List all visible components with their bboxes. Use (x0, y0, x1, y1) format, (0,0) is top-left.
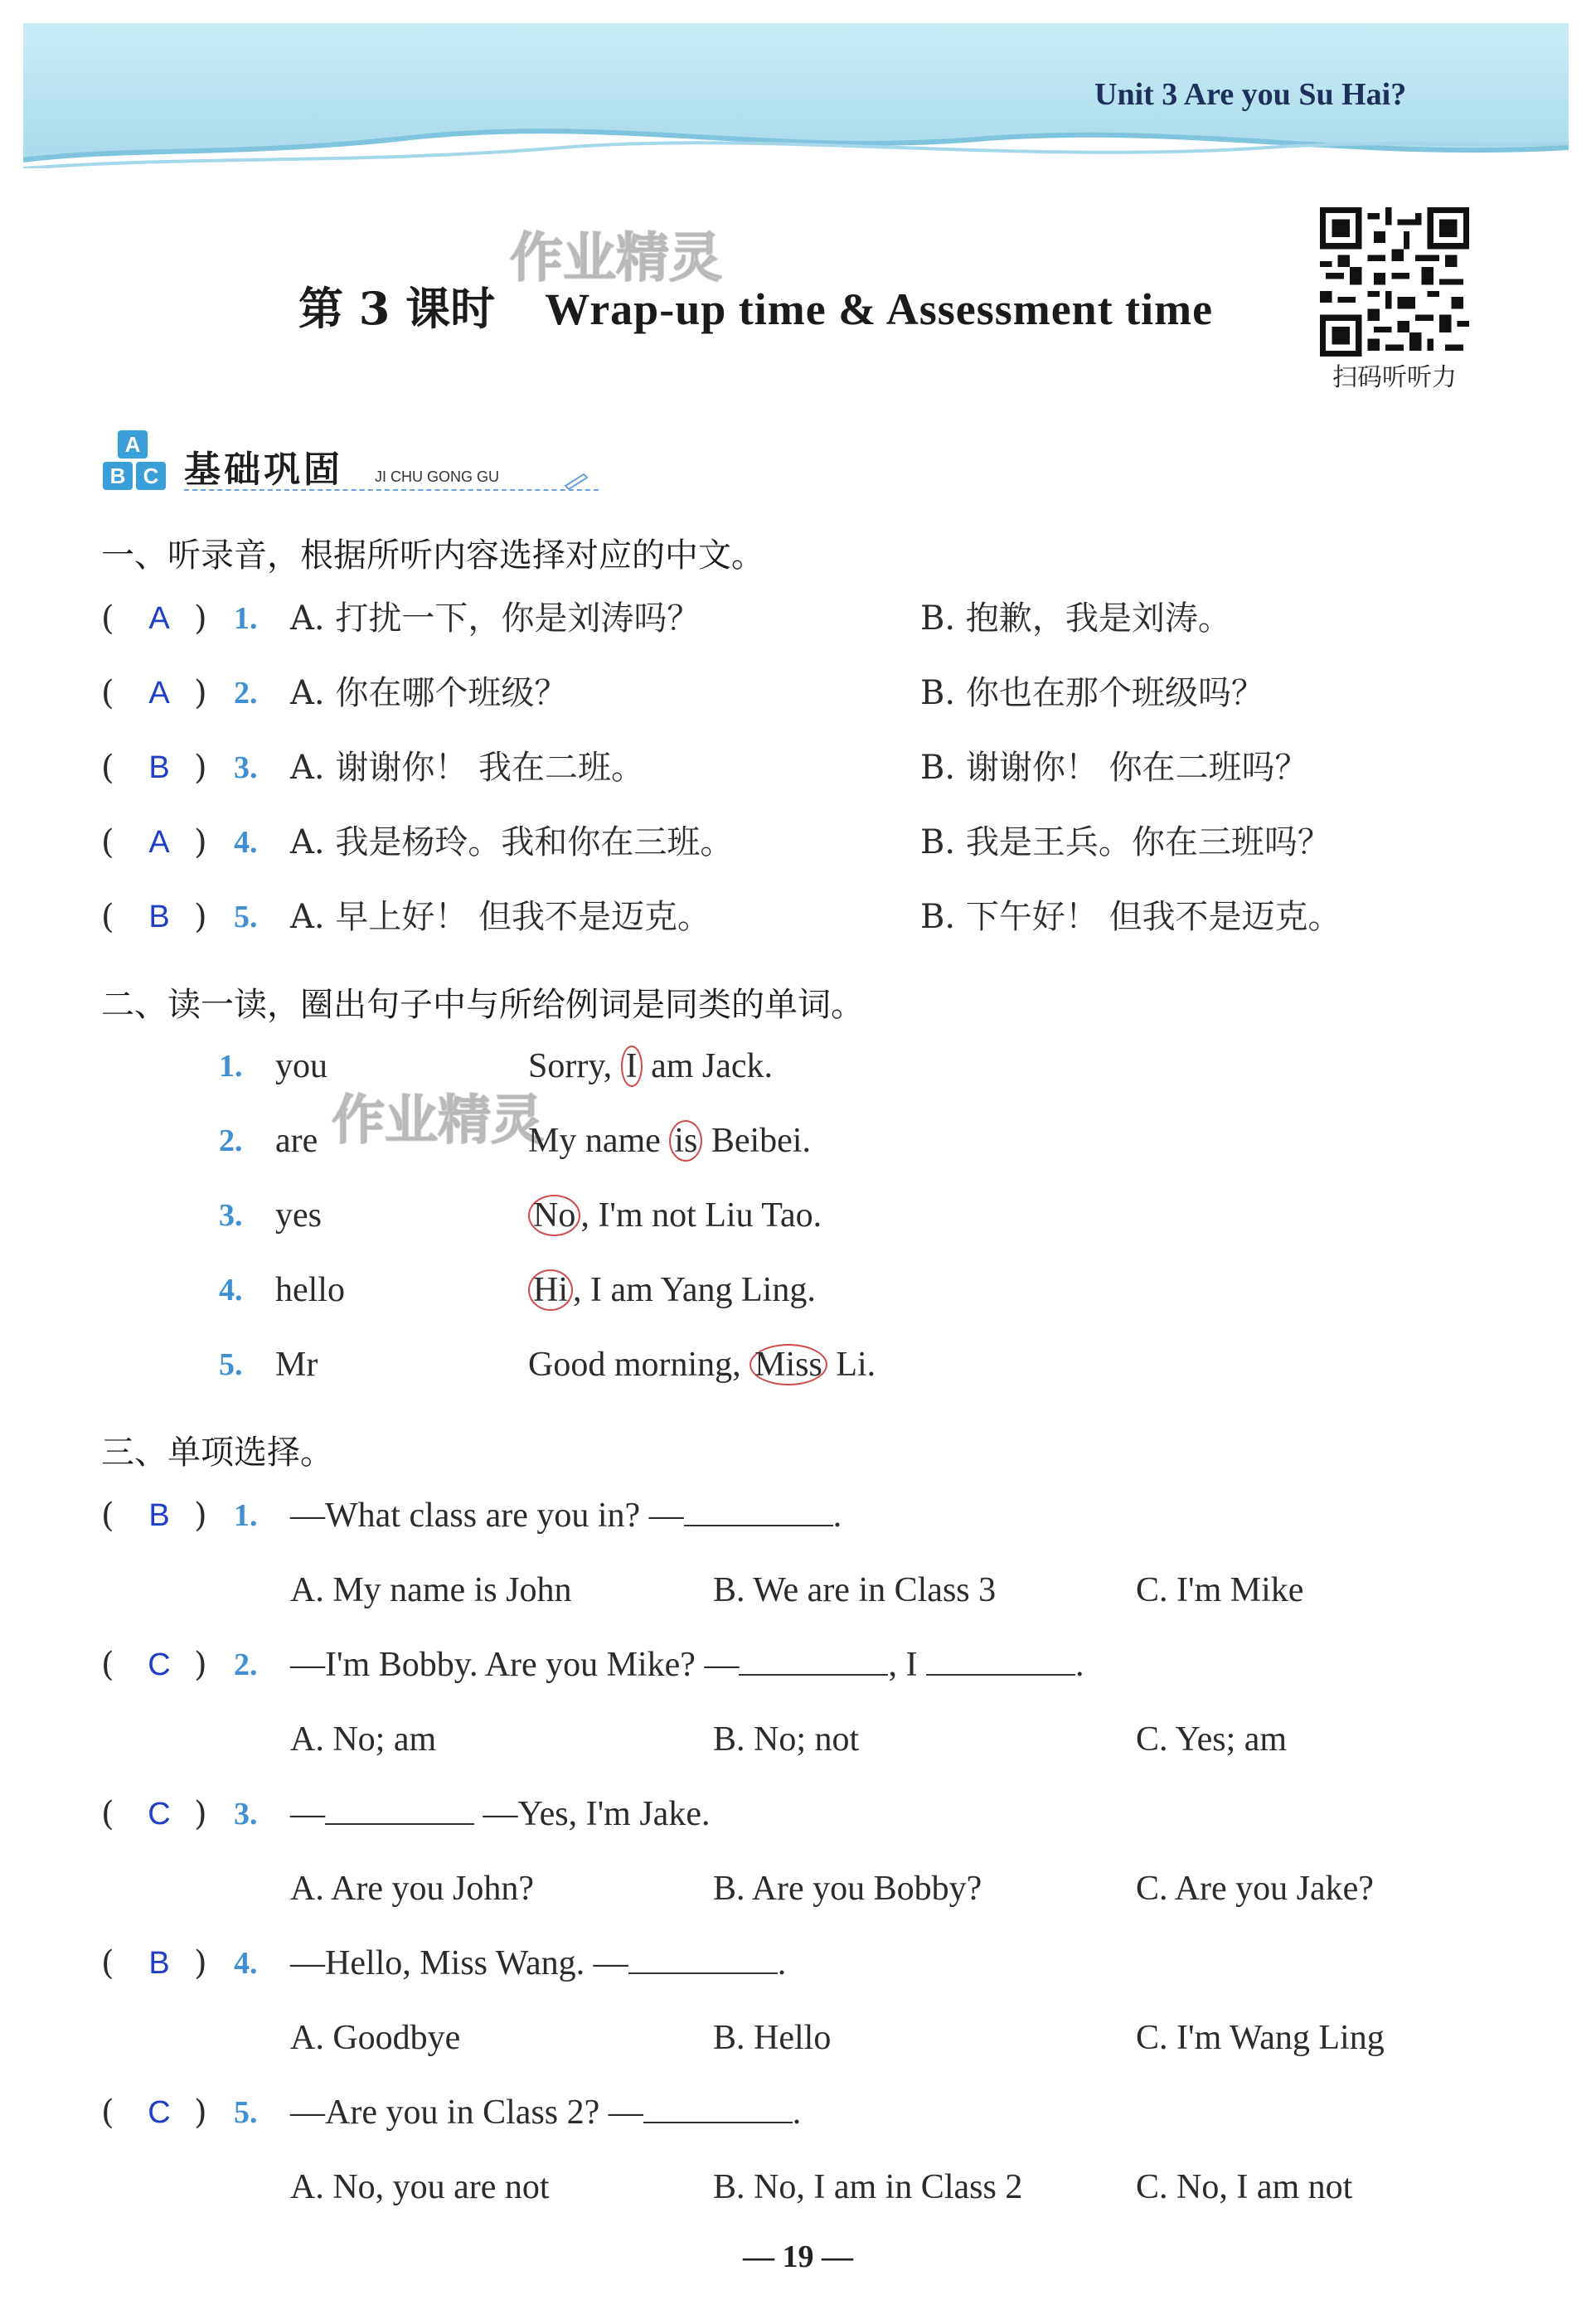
stem-start: —I'm Bobby. Are you Mike? — (290, 1646, 740, 1684)
stem-end: . (1075, 1646, 1084, 1684)
close-paren: ) (194, 599, 207, 638)
question-row (101, 1191, 1511, 1240)
answer-mark: B (148, 1498, 170, 1533)
answer-mark: A (148, 825, 170, 860)
options-row (101, 2162, 1511, 2212)
question-stem (290, 1491, 842, 1540)
question-number: 5. (234, 900, 258, 934)
option-b: B. Are you Bobby? (713, 1870, 982, 1908)
sentence-suffix: Li. (827, 1346, 876, 1384)
question-row (101, 743, 1511, 793)
section-divider (184, 489, 599, 491)
option-b: B. No; not (713, 1720, 860, 1759)
close-paren: ) (194, 749, 207, 787)
sentence (528, 1340, 876, 1390)
question-number: 3. (219, 1198, 243, 1233)
answer-mark: C (148, 1647, 171, 1682)
options-row (101, 1864, 1511, 1914)
watermark: 作业精灵 (332, 1090, 544, 1152)
open-paren: ( (101, 1646, 114, 1684)
answer-blank (325, 1790, 474, 1825)
part2-heading: 二、读一读，圈出句子中与所给例词是同类的单词。 (101, 986, 864, 1024)
stem-start: —Are you in Class 2? — (290, 2094, 643, 2132)
sentence-suffix: Beibei. (702, 1122, 811, 1160)
unit-title: Unit 3 Are you Su Hai? (1094, 77, 1407, 112)
option-b: B. 抱歉，我是刘涛。 (920, 599, 1231, 638)
answer-blank (643, 2089, 793, 2123)
sentence (528, 1265, 816, 1315)
answer-blank (628, 1939, 778, 1974)
question-stem (290, 1938, 786, 1988)
open-paren: ( (101, 749, 114, 787)
part3-heading: 三、单项选择。 (101, 1434, 333, 1472)
option-a: A. 早上好！ 但我不是迈克。 (290, 898, 711, 936)
question-number: 5. (234, 2095, 258, 2130)
sentence (528, 1116, 811, 1166)
option-b: B. 谢谢你！ 你在二班吗？ (920, 749, 1308, 787)
question-row (101, 1041, 1511, 1091)
lesson-title (298, 274, 1213, 337)
question-row (101, 1640, 1511, 1690)
pencil-icon (564, 471, 592, 489)
question-number: 2. (219, 1123, 243, 1158)
question-row (101, 1265, 1511, 1315)
svg-text:B: B (109, 463, 126, 488)
option-c: C. I'm Mike (1136, 1571, 1304, 1609)
options-row (101, 1565, 1511, 1615)
question-row (101, 1491, 1511, 1540)
part1-heading: 一、听录音，根据所听内容选择对应的中文。 (101, 536, 764, 575)
watermark: 作业精灵 (510, 228, 722, 289)
lesson-title-en: Wrap-up time & Assessment time (545, 284, 1214, 334)
sentence-prefix: Good morning, (528, 1346, 750, 1384)
section-title: 基础巩固 (184, 449, 343, 491)
option-c: C. No, I am not (1136, 2168, 1353, 2206)
question-row (101, 668, 1511, 718)
example-word: you (275, 1047, 327, 1085)
answer-mark: B (148, 900, 170, 934)
question-number: 1. (219, 1049, 243, 1084)
stem-end: . (777, 1944, 787, 1982)
page-number: — 19 — (743, 2239, 853, 2274)
options-row (101, 2013, 1511, 2063)
answer-mark: B (148, 750, 170, 785)
question-number: 1. (234, 1498, 258, 1533)
question-number: 4. (234, 1946, 258, 1981)
section-pinyin: JI CHU GONG GU (375, 468, 500, 485)
circled-word: Miss (749, 1344, 827, 1385)
option-a: A. No; am (290, 1720, 437, 1759)
example-word: hello (275, 1271, 345, 1309)
question-number: 1. (234, 601, 258, 636)
qr-label: 扫码听听力 (1332, 363, 1457, 392)
question-number: 2. (234, 676, 258, 711)
example-word: Mr (275, 1346, 318, 1384)
answer-mark: C (148, 1797, 171, 1832)
stem-start: —What class are you in? — (290, 1497, 684, 1535)
question-stem (290, 1789, 710, 1839)
sentence-suffix: , I am Yang Ling. (573, 1271, 816, 1309)
answer-blank (926, 1641, 1075, 1676)
close-paren: ) (194, 1944, 207, 1982)
answer-mark: B (148, 1946, 170, 1981)
qr-code-icon[interactable] (1320, 207, 1469, 357)
circled-word: Hi (528, 1269, 573, 1311)
option-a: A. My name is John (290, 1571, 572, 1609)
stem-end: . (792, 2094, 802, 2132)
answer-mark: A (148, 676, 170, 711)
sentence (528, 1041, 773, 1091)
open-paren: ( (101, 599, 114, 638)
circled-word: I (621, 1046, 643, 1087)
close-paren: ) (194, 898, 207, 936)
close-paren: ) (194, 2094, 207, 2132)
stem-start: —Hello, Miss Wang. — (290, 1944, 628, 1982)
option-a: A. 谢谢你！ 我在二班。 (290, 749, 645, 787)
question-row (101, 892, 1511, 942)
open-paren: ( (101, 1795, 114, 1833)
open-paren: ( (101, 1497, 114, 1535)
stem-start: — (290, 1795, 325, 1833)
circled-word: No (528, 1195, 580, 1236)
option-b: B. We are in Class 3 (713, 1571, 997, 1609)
question-number: 4. (234, 825, 258, 860)
example-word: yes (275, 1196, 322, 1235)
sentence-prefix: My name (528, 1122, 670, 1160)
close-paren: ) (194, 1646, 207, 1684)
option-c: C. Yes; am (1136, 1720, 1288, 1759)
option-b: B. 下午好！ 但我不是迈克。 (920, 898, 1341, 936)
option-a: A. Are you John? (290, 1870, 534, 1908)
answer-blank (739, 1641, 888, 1676)
option-b: B. Hello (713, 2019, 832, 2057)
question-row (101, 1789, 1511, 1839)
option-a: A. 打扰一下，你是刘涛吗？ (290, 599, 701, 638)
option-b: B. 你也在那个班级吗？ (920, 674, 1264, 712)
question-stem (290, 2088, 801, 2137)
svg-text:C: C (143, 463, 159, 488)
option-a: A. 我是杨玲。我和你在三班。 (290, 823, 734, 861)
option-a: A. No, you are not (290, 2168, 550, 2206)
close-paren: ) (194, 1795, 207, 1833)
lesson-title-cn: 第 3 课时 (298, 282, 496, 335)
question-stem (290, 1640, 1084, 1690)
sentence (528, 1191, 822, 1240)
question-number: 3. (234, 1797, 258, 1832)
answer-mark: C (148, 2095, 171, 2130)
open-paren: ( (101, 2094, 114, 2132)
open-paren: ( (101, 1944, 114, 1982)
answer-mark: A (148, 601, 170, 636)
options-row (101, 1715, 1511, 1764)
question-row (101, 1340, 1511, 1390)
stem-end: . (832, 1497, 842, 1535)
question-number: 4. (219, 1273, 243, 1308)
sentence-suffix: am Jack. (642, 1047, 774, 1085)
option-b: B. 我是王兵。你在三班吗？ (920, 823, 1331, 861)
option-c: C. Are you Jake? (1136, 1870, 1374, 1908)
open-paren: ( (101, 674, 114, 712)
stem-middle: , I (888, 1646, 926, 1684)
close-paren: ) (194, 1497, 207, 1535)
question-row (101, 818, 1511, 867)
sentence-suffix: , I'm not Liu Tao. (580, 1196, 822, 1235)
svg-text:A: A (124, 432, 141, 457)
sentence-prefix: Sorry, (528, 1047, 621, 1085)
option-a: A. Goodbye (290, 2019, 461, 2057)
circled-word: is (669, 1120, 702, 1162)
question-row (101, 1938, 1511, 1988)
question-number: 5. (219, 1347, 243, 1382)
question-row (101, 1116, 1511, 1166)
question-row (101, 2088, 1511, 2137)
stem-end: —Yes, I'm Jake. (474, 1795, 711, 1833)
abc-blocks-icon (101, 427, 167, 493)
close-paren: ) (194, 674, 207, 712)
open-paren: ( (101, 898, 114, 936)
question-row (101, 594, 1511, 643)
option-a: A. 你在哪个班级？ (290, 674, 568, 712)
option-b: B. No, I am in Class 2 (713, 2168, 1023, 2206)
answer-blank (684, 1492, 833, 1526)
option-c: C. I'm Wang Ling (1136, 2019, 1385, 2057)
close-paren: ) (194, 823, 207, 861)
question-number: 2. (234, 1647, 258, 1682)
example-word: are (275, 1122, 318, 1160)
question-number: 3. (234, 750, 258, 785)
open-paren: ( (101, 823, 114, 861)
